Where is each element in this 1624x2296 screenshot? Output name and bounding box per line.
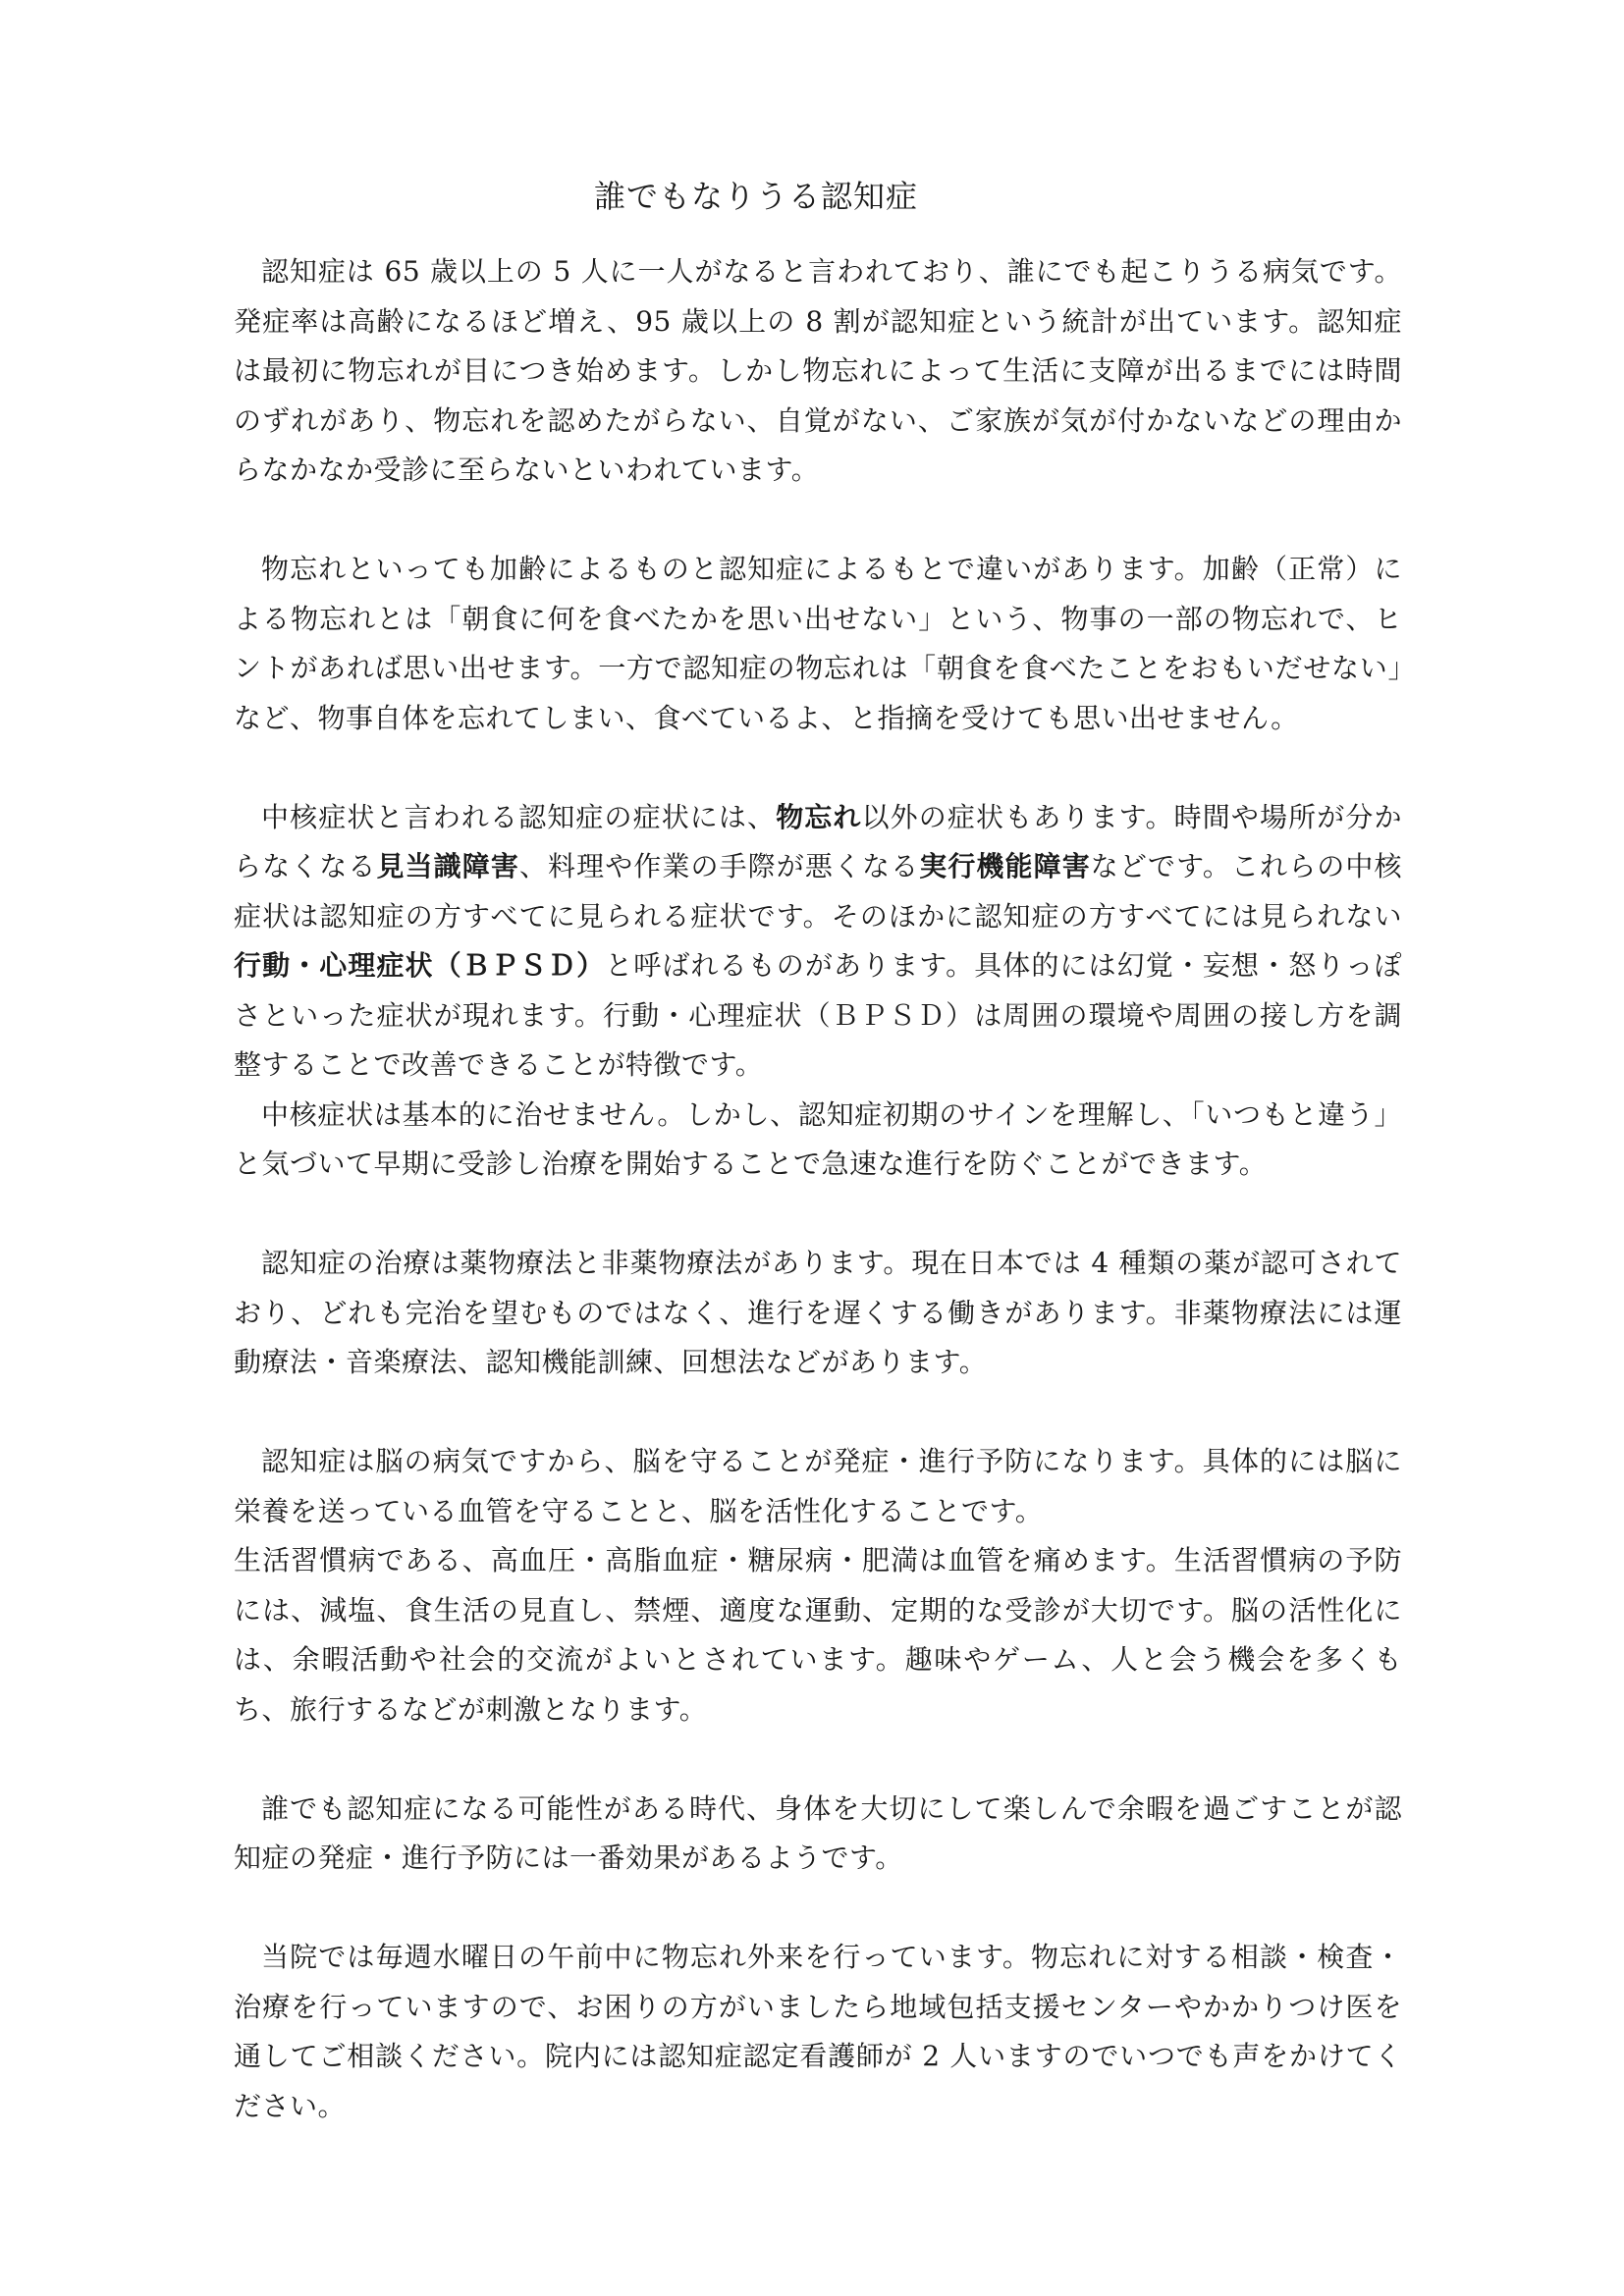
core-symptoms-text-4: などです。これらの中核症状は認知症の方すべてに見られる症状です。そのほかに認知症の方すべてには見られない: [234, 850, 1402, 933]
document-title: 誰でもなりうる認知症: [593, 178, 918, 215]
core-symptoms-text-1: 中核症状と言われる認知症の症状には、: [261, 800, 777, 833]
paragraph-lifestyle: 生活習慣病である、高血圧・高脂血症・糖尿病・肥満は血管を痛めます。生活習慣病の予防には、減塩、食生活の見直し、禁煙、適度な運動、定期的な受診が大切です。脳の活性化には、余暇活動や社会的交流がよいとされています。趣味やゲーム、人と会う機会を多くもち、旅行するなどが刺激となります。: [234, 1544, 1402, 1726]
document-body: [234, 247, 1402, 2131]
paragraph-gap: [234, 1388, 1402, 1438]
core-symptoms-text-5: と呼ばれるものがあります。具体的には幻覚・妄想・怒りっぽさといった症状が現れます。行動・心理症状（ＢＰＳＤ）は周囲の環境や周囲の接し方を調整することで改善できることが特徴です。: [234, 949, 1402, 1081]
paragraph-gap: [234, 1884, 1402, 1934]
paragraph-gap: [234, 496, 1402, 546]
paragraph-gap: [234, 743, 1402, 793]
bold-term-bpsd: 行動・心理症状（ＢＰＳＤ）: [234, 949, 606, 982]
paragraph-prevention: 認知症は脳の病気ですから、脳を守ることが発症・進行予防になります。具体的には脳に栄養を送っている血管を守ることと、脳を活性化することです。: [234, 1445, 1402, 1527]
core-symptoms-text-3: 、料理や作業の手際が悪くなる: [518, 850, 920, 882]
paragraph-core-symptoms: [234, 793, 1402, 1091]
bold-term-disorientation: 見当識障害: [376, 850, 519, 882]
paragraph-treatment: 認知症の治療は薬物療法と非薬物療法があります。現在日本では 4 種類の薬が認可されており、どれも完治を望むものではなく、進行を遅くする働きがあります。非薬物療法には運動療法・音楽療法、認知機能訓練、回想法などがあります。: [234, 1247, 1402, 1378]
bold-term-forgetfulness: 物忘れ: [776, 800, 862, 833]
paragraph-early-detection: 中核症状は基本的に治せません。しかし、認知症初期のサインを理解し、「いつもと違う」と気づいて早期に受診し治療を開始することで急速な進行を防ぐことができます。: [234, 1097, 1402, 1180]
paragraph-gap: [234, 1190, 1402, 1240]
paragraph-prevalence: 認知症は 65 歳以上の 5 人に一人がなると言われており、誰にでも起こりうる病気です。発症率は高齢になるほど増え、95 歳以上の 8 割が認知症という統計が出ています。認知症は最初に物忘れが目につき始めます。しかし物忘れによって生活に支障が出るまでには時間のずれがあり、物忘れを認めたがらない、自覚がない、ご家族が気が付かないなどの理由からなかなか受診に至らないといわれています。: [234, 255, 1402, 486]
paragraph-conclusion: 誰でも認知症になる可能性がある時代、身体を大切にして楽しんで余暇を過ごすことが認知症の発症・進行予防には一番効果があるようです。: [234, 1791, 1402, 1874]
core-symptoms-text-2: 以外の症状もあります。時間や場所が分からなくなる: [234, 800, 1402, 882]
paragraph-forgetfulness-types: 物忘れといっても加齢によるものと認知症によるもとで違いがあります。加齢（正常）による物忘れとは「朝食に何を食べたかを思い出せない」という、物事の一部の物忘れで、ヒントがあれば思い出せます。一方で認知症の物忘れは「朝食を食べたことをおもいだせない」など、物事自体を忘れてしまい、食べているよ、と指摘を受けても思い出せません。: [234, 553, 1402, 734]
paragraph-gap: [234, 1735, 1402, 1785]
bold-term-executive-dysfunction: 実行機能障害: [919, 850, 1091, 882]
paragraph-clinic-info: 当院では毎週水曜日の午前中に物忘れ外来を行っています。物忘れに対する相談・検査・治療を行っていますので、お困りの方がいましたら地域包括支援センターやかかりつけ医を通してご相談ください。院内には認知症認定看護師が 2 人いますのでいつでも声をかけてください。: [234, 1941, 1402, 2122]
